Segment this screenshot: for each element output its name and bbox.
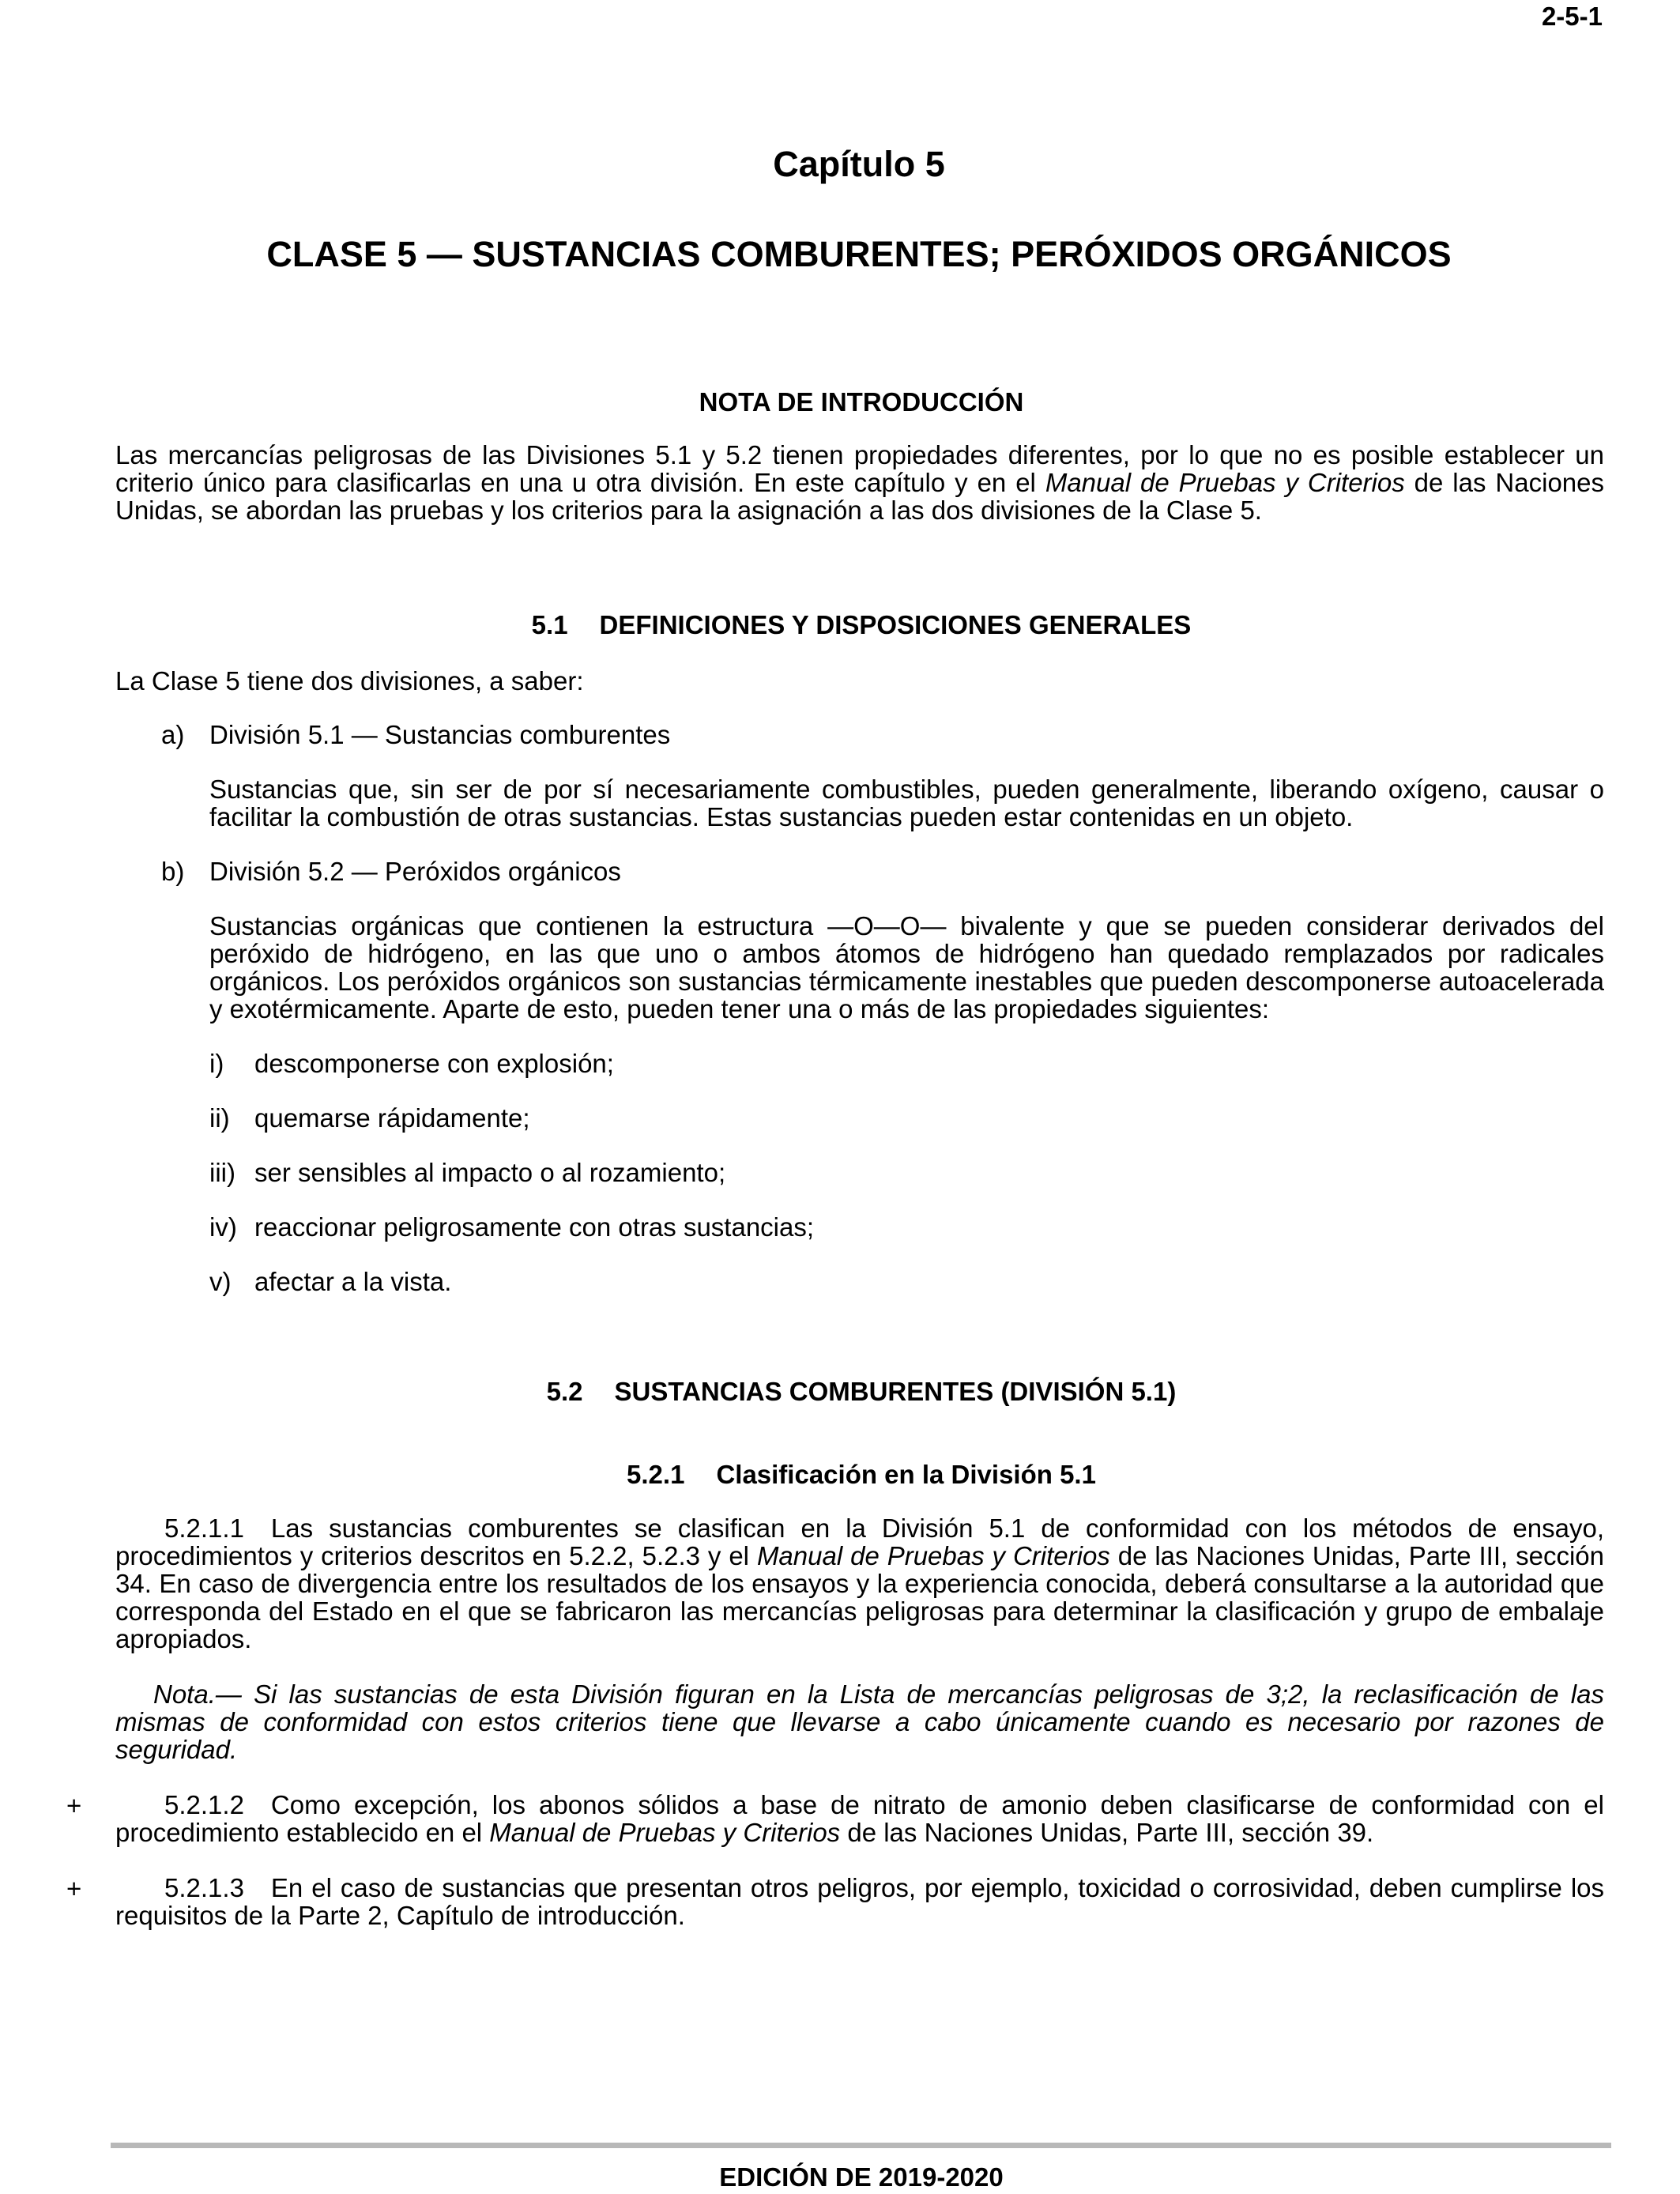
paragraph-text-after: de las Naciones Unidas, Parte III, sección 34. En caso de divergencia entre los resultados de los ensayos y la experiencia conocida, deberá consultarse a la autoridad que corresponda del Estado en el que se fabricaron las mercancías peligrosas para determinar la clasificación y grupo de embalaje apropiados. bbox=[115, 1541, 1604, 1653]
section-5-2-heading bbox=[0, 1377, 1680, 1407]
section-number: 5.1 bbox=[531, 610, 568, 639]
amendment-mark: + bbox=[66, 1874, 82, 1903]
property-label: v) bbox=[209, 1267, 232, 1296]
division-b-title: División 5.2 — Peróxidos orgánicos bbox=[209, 857, 621, 886]
paragraph-5-2-1-3 bbox=[115, 1874, 1604, 1929]
property-label: ii) bbox=[209, 1103, 230, 1133]
intro-text-after: de las Naciones Unidas, se abordan las pruebas y los criterios para la asignación a las dos divisiones de la Clase 5. bbox=[115, 468, 1604, 525]
division-note: Nota.— Si las sustancias de esta División figuran en la Lista de mercancías peligrosas de 3;2, la reclasificación de las mismas de conformidad con estos criterios tiene que llevarse a cabo únicamente cuando es necesario por razones de seguridad. bbox=[115, 1679, 1604, 1764]
section-number: 5.2 bbox=[546, 1377, 583, 1406]
property-text: descomponerse con explosión; bbox=[254, 1049, 614, 1078]
division-b-label: b) bbox=[161, 857, 185, 886]
section-lead: La Clase 5 tiene dos divisiones, a saber: bbox=[115, 666, 584, 696]
property-text: ser sensibles al impacto o al rozamiento; bbox=[254, 1158, 726, 1187]
division-b-text: Sustancias orgánicas que contienen la estructura —O—O— bivalente y que se pueden considerar derivados del peróxido de hidrógeno, en las que uno o ambos átomos de hidrógeno han quedado remplazados por radicales orgánicos. Los peróxidos orgánicos son sustancias térmicamente inestables que pueden descomponerse autoacelerada y exotérmicamente. Aparte de esto, pueden tener una o más de las propiedades siguientes: bbox=[209, 911, 1604, 1023]
property-text: afectar a la vista. bbox=[254, 1267, 452, 1296]
subsection-number: 5.2.1 bbox=[627, 1460, 685, 1489]
property-label: iii) bbox=[209, 1158, 235, 1187]
manual-reference: Manual de Pruebas y Criterios bbox=[489, 1818, 841, 1847]
paragraph-text: En el caso de sustancias que presentan otros peligros, por ejemplo, toxicidad o corrosividad, deben cumplirse los requisitos de la Parte 2, Capítulo de introducción. bbox=[115, 1873, 1604, 1930]
class-title: CLASE 5 — SUSTANCIAS COMBURENTES; PERÓXIDOS ORGÁNICOS bbox=[266, 234, 1452, 274]
property-label: i) bbox=[209, 1049, 224, 1078]
section-title: DEFINICIONES Y DISPOSICIONES GENERALES bbox=[599, 610, 1192, 639]
section-title: SUSTANCIAS COMBURENTES (DIVISIÓN 5.1) bbox=[614, 1377, 1177, 1406]
paragraph-text-before: Las sustancias comburentes se clasifican en la División 5.1 de conformidad con los métodos de ensayo, procedimientos y criterios descritos en 5.2.2, 5.2.3 y el bbox=[115, 1514, 1604, 1570]
paragraph-5-2-1-2 bbox=[115, 1791, 1604, 1846]
page-number: 2-5-1 bbox=[1541, 2, 1603, 31]
paragraph-number: 5.2.1.3 bbox=[164, 1873, 244, 1902]
manual-reference: Manual de Pruebas y Criterios bbox=[756, 1541, 1110, 1570]
paragraph-text-before: Como excepción, los abonos sólidos a base de nitrato de amonio deben clasificarse de conformidad con el procedimiento establecido en el bbox=[115, 1790, 1604, 1847]
footer-rule bbox=[111, 2143, 1611, 2148]
property-text: quemarse rápidamente; bbox=[254, 1103, 530, 1133]
manual-reference: Manual de Pruebas y Criterios bbox=[1045, 468, 1405, 497]
paragraph-number: 5.2.1.1 bbox=[164, 1514, 244, 1543]
paragraph-text-after: de las Naciones Unidas, Parte III, sección 39. bbox=[840, 1818, 1374, 1847]
chapter-title: Capítulo 5 bbox=[773, 144, 945, 184]
edition-footer: EDICIÓN DE 2019-2020 bbox=[719, 2162, 1004, 2192]
property-text: reaccionar peligrosamente con otras sustancias; bbox=[254, 1212, 815, 1242]
intro-paragraph bbox=[115, 441, 1604, 524]
subsection-5-2-1-heading bbox=[0, 1460, 1680, 1490]
amendment-mark: + bbox=[66, 1791, 82, 1820]
section-5-1-heading bbox=[0, 610, 1680, 640]
intro-heading: NOTA DE INTRODUCCIÓN bbox=[699, 387, 1024, 417]
paragraph-5-2-1-1 bbox=[115, 1514, 1604, 1653]
division-a-label: a) bbox=[161, 720, 185, 749]
paragraph-number: 5.2.1.2 bbox=[164, 1790, 244, 1819]
division-a-title: División 5.1 — Sustancias comburentes bbox=[209, 720, 671, 749]
subsection-title: Clasificación en la División 5.1 bbox=[716, 1460, 1096, 1489]
property-label: iv) bbox=[209, 1212, 237, 1242]
division-a-text: Sustancias que, sin ser de por sí necesariamente combustibles, pueden generalmente, liberando oxígeno, causar o facilitar la combustión de otras sustancias. Estas sustancias pueden estar contenidas en un objeto. bbox=[209, 775, 1604, 831]
intro-text-before: Las mercancías peligrosas de las Divisiones 5.1 y 5.2 tienen propiedades diferentes, por lo que no es posible establecer un criterio único para clasificarlas en una u otra división. En este capítulo y en el bbox=[115, 440, 1604, 497]
